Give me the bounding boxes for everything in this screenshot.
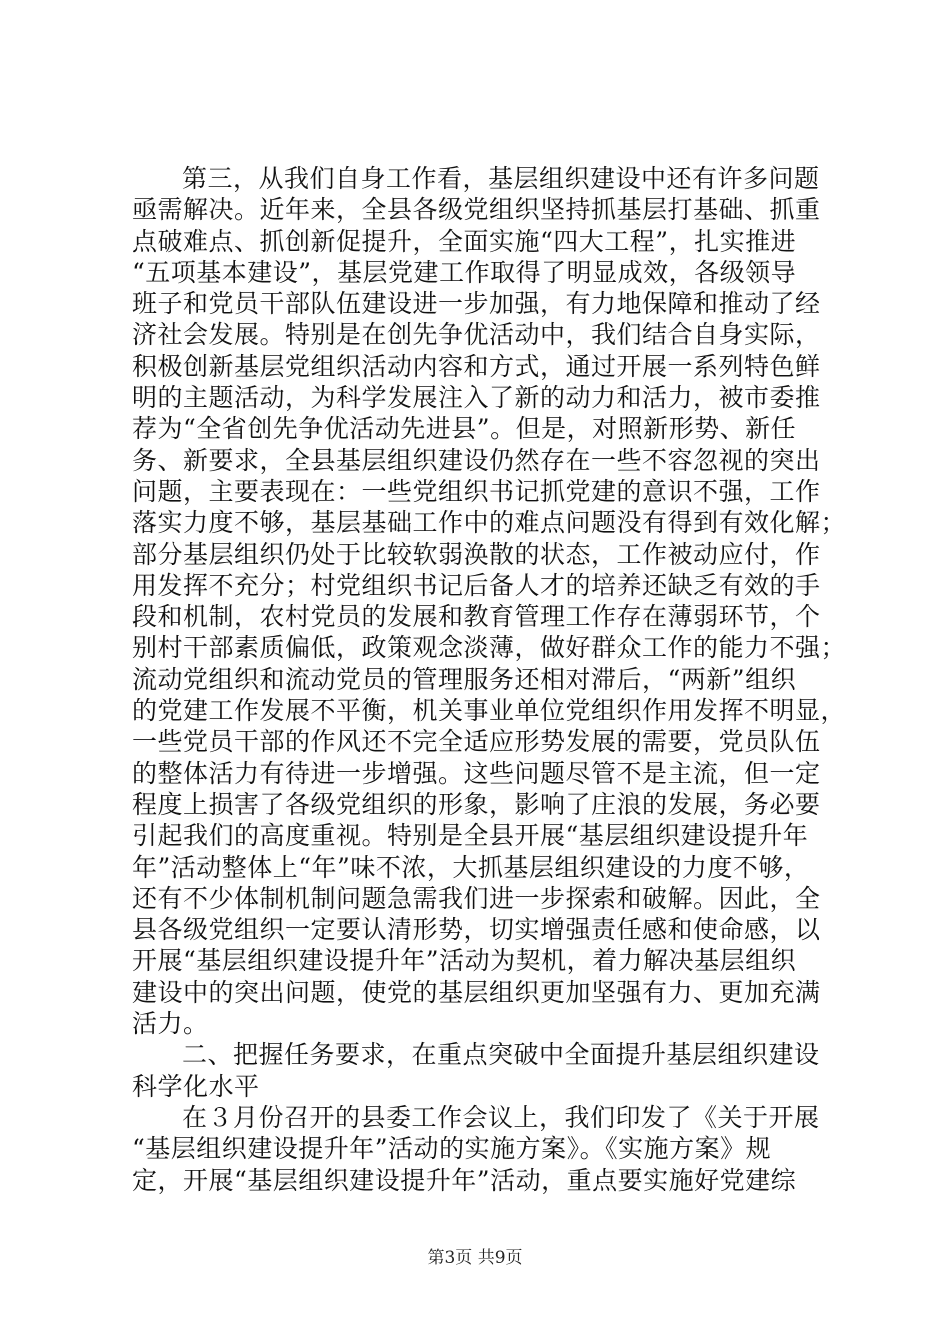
section-heading-line: 二、把握任务要求，在重点突破中全面提升基层组织建设 — [182, 1040, 820, 1070]
paragraph-line: 积极创新基层党组织活动内容和方式，通过开展一系列特色鲜 — [132, 351, 821, 381]
paragraph-line: “基层组织建设提升年”活动的实施方案》。《实施方案》规 — [132, 1134, 772, 1164]
paragraph-line: 济社会发展。特别是在创先争优活动中，我们结合自身实际， — [132, 320, 821, 350]
paragraph-line: 县各级党组织一定要认清形势，切实增强责任感和使命感，以 — [132, 915, 821, 945]
section-heading-line: 科学化水平 — [132, 1071, 260, 1101]
page-number-footer: 第3页 共9页 — [427, 1248, 523, 1268]
paragraph-line: 用发挥不充分；村党组织书记后备人才的培养还缺乏有效的手 — [132, 570, 821, 600]
paragraph-line: 的整体活力有待进一步增强。这些问题尽管不是主流，但一定 — [132, 758, 821, 788]
paragraph-line: 问题，主要表现在：一些党组织书记抓党建的意识不强，工作 — [132, 476, 821, 506]
paragraph-line: 部分基层组织仍处于比较软弱涣散的状态，工作被动应付，作 — [132, 539, 821, 569]
paragraph-line: 荐为“全省创先争优活动先进县”。但是，对照新形势、新任 — [132, 414, 797, 444]
paragraph-line: 别村干部素质偏低，政策观念淡薄，做好群众工作的能力不强； — [132, 633, 847, 663]
paragraph-line: 务、新要求，全县基层组织建设仍然存在一些不容忽视的突出 — [132, 445, 821, 475]
paragraph-line: 的党建工作发展不平衡，机关事业单位党组织作用发挥不明显， — [132, 696, 847, 726]
paragraph-line: 程度上损害了各级党组织的形象，影响了庄浪的发展，务必要 — [132, 789, 821, 819]
paragraph-line: 点破难点、抓创新促提升，全面实施“四大工程”，扎实推进 — [132, 226, 797, 256]
paragraph-line: “五项基本建设”，基层党建工作取得了明显成效，各级领导 — [132, 257, 797, 287]
paragraph-line: 活力。 — [132, 1009, 209, 1039]
paragraph-line: 第三，从我们自身工作看，基层组织建设中还有许多问题 — [182, 164, 820, 193]
document-body — [132, 163, 847, 1196]
paragraph-line: 定，开展“基层组织建设提升年”活动，重点要实施好党建综 — [132, 1165, 797, 1195]
paragraph-line: 还有不少体制机制问题急需我们进一步探索和破解。因此，全 — [132, 883, 821, 913]
paragraph-line: 建设中的突出问题，使党的基层组织更加坚强有力、更加充满 — [132, 977, 821, 1007]
paragraph-line: 引起我们的高度重视。特别是全县开展“基层组织建设提升年 — [132, 821, 809, 851]
paragraph-line: 流动党组织和流动党员的管理服务还相对滞后，“两新”组织 — [132, 664, 797, 694]
paragraph-line: 在３月份召开的县委工作会议上，我们印发了《关于开展 — [182, 1102, 820, 1132]
paragraph-line: 段和机制，农村党员的发展和教育管理工作存在薄弱环节，个 — [132, 602, 821, 632]
paragraph-line: 落实力度不够，基层基础工作中的难点问题没有得到有效化解； — [132, 508, 847, 538]
paragraph-line: 开展“基层组织建设提升年”活动为契机，着力解决基层组织 — [132, 946, 797, 976]
paragraph-line: 班子和党员干部队伍建设进一步加强，有力地保障和推动了经 — [132, 289, 821, 319]
paragraph-line: 一些党员干部的作风还不完全适应形势发展的需要，党员队伍 — [132, 727, 821, 757]
paragraph-line: 亟需解决。近年来，全县各级党组织坚持抓基层打基础、抓重 — [132, 195, 821, 225]
paragraph-line: 年”活动整体上“年”味不浓，大抓基层组织建设的力度不够， — [132, 852, 810, 882]
paragraph-line: 明的主题活动，为科学发展注入了新的动力和活力，被市委推 — [132, 383, 821, 413]
